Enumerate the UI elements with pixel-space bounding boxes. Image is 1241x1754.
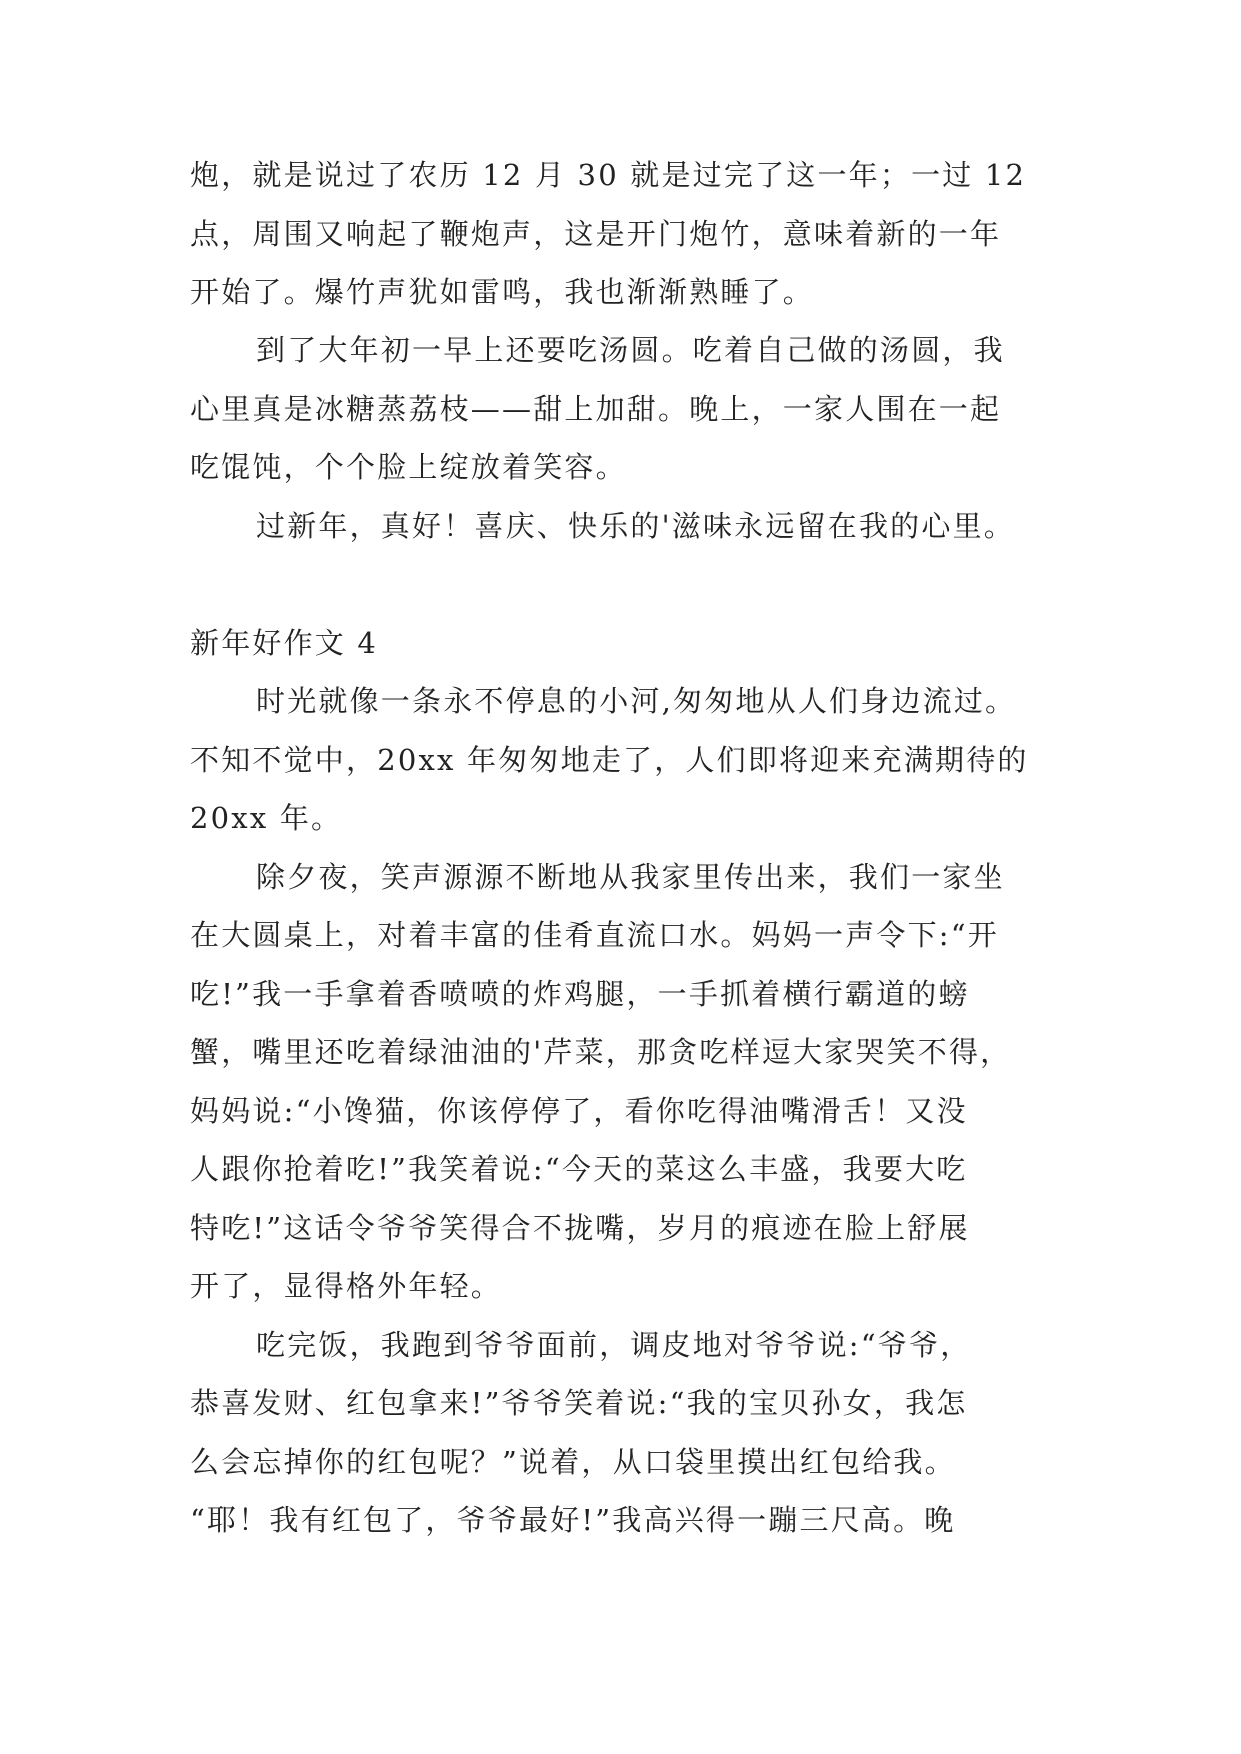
text-line-2: 点，周围又响起了鞭炮声，这是开门炮竹，意味着新的一年 [190,217,1002,251]
text-line-9: 时光就像一条永不停息的小河,匆匆地从人们身边流过。 [256,684,1017,718]
text-line-19: 开了，显得格外年轻。 [190,1269,503,1303]
text-line-16: 妈妈说:“小馋猫，你该停停了，看你吃得油嘴滑舌！又没 [190,1094,968,1128]
text-line-7: 过新年，真好！喜庆、快乐的'滋味永远留在我的心里。 [256,509,1015,543]
text-line-6: 吃馄饨，个个脸上绽放着笑容。 [190,450,627,484]
text-line-11: 20xx 年。 [190,801,343,835]
text-line-4: 到了大年初一早上还要吃汤圆。吃着自己做的汤圆，我 [256,333,1005,367]
text-line-22: 么会忘掉你的红包呢？”说着，从口袋里摸出红包给我。 [190,1445,956,1479]
text-line-15: 蟹，嘴里还吃着绿油油的'芹菜，那贪吃样逗大家哭笑不得， [190,1035,1012,1069]
text-line-18: 特吃!”这话令爷爷笑得合不拢嘴，岁月的痕迹在脸上舒展 [190,1211,970,1245]
text-line-13: 在大圆桌上，对着丰富的佳肴直流口水。妈妈一声令下:“开 [190,918,999,952]
section-heading: 新年好作文 4 [190,626,379,660]
text-line-5: 心里真是冰糖蒸荔枝——甜上加甜。晚上，一家人围在一起 [190,392,1002,426]
text-line-3: 开始了。爆竹声犹如雷鸣，我也渐渐熟睡了。 [190,275,815,309]
text-line-12: 除夕夜，笑声源源不断地从我家里传出来，我们一家坐 [256,860,1005,894]
text-line-14: 吃!”我一手拿着香喷喷的炸鸡腿，一手抓着横行霸道的螃 [190,977,970,1011]
text-line-23: “耶！我有红包了，爷爷最好!”我高兴得一蹦三尺高。晚 [190,1503,956,1537]
text-line-20: 吃完饭，我跑到爷爷面前，调皮地对爷爷说:“爷爷， [256,1328,972,1362]
text-line-21: 恭喜发财、红包拿来!”爷爷笑着说:“我的宝贝孙女，我怎 [190,1386,968,1420]
text-line-1: 炮，就是说过了农历 12 月 30 就是过完了这一年；一过 12 [190,158,1027,192]
text-line-17: 人跟你抢着吃!”我笑着说:“今天的菜这么丰盛，我要大吃 [190,1152,968,1186]
text-line-10: 不知不觉中，20xx 年匆匆地走了，人们即将迎来充满期待的 [190,743,1029,777]
